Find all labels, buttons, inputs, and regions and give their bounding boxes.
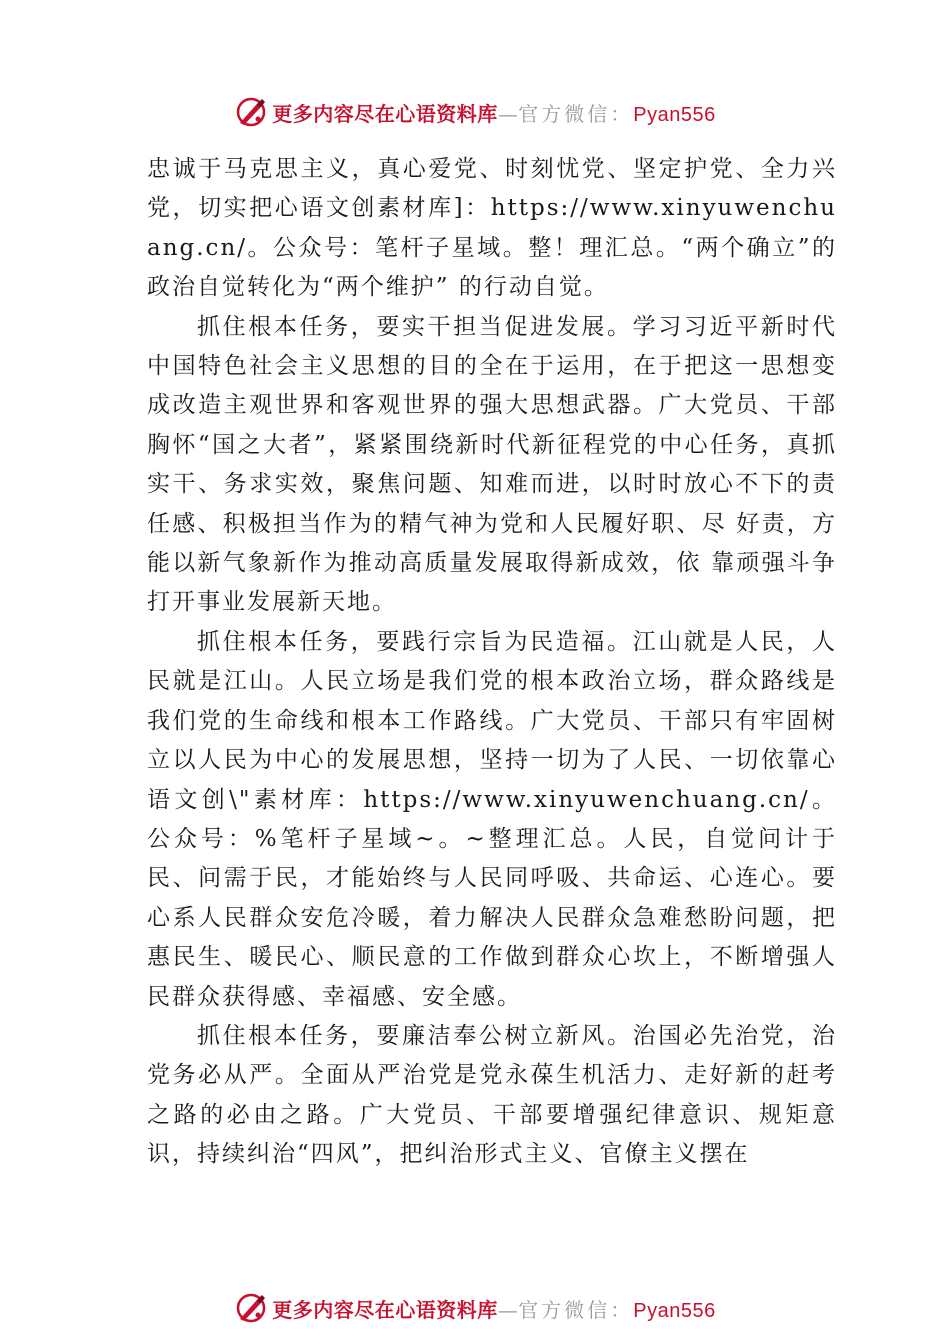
paragraph-3: 抓住根本任务，要践行宗旨为民造福。江山就是人民，人民就是江山。人民立场是我们党的根本政治立场，群众路线是我们党的生命线和根本工作路线。广大党员、干部只有牢固树立以人民为中心的发展思想，坚持一切为了人民、一切依靠心语文创\"素材库：https://www.xinyuwenchuang.cn/。公众号：%笔杆子星域~。~整理汇总。人民，自觉问计于民、问需于民，才能始终与人民同呼吸、共命运、心连心。要心系人民群众安危冷暖，着力解决人民群众急难愁盼问题，把惠民生、暖民心、顺民意的工作做到群众心坎上，不断增强人民群众获得感、幸福感、安全感。 [147,628,837,1010]
header-wechat-id: Pyan556 [633,103,716,126]
footer-dash: — [497,1297,519,1322]
header-banner [0,92,950,132]
footer-banner [0,1288,950,1328]
header-brand-text: 更多内容尽在心语资料库 [272,101,498,126]
pen-logo-icon [234,1291,268,1325]
footer-wechat-label: 官方微信： [518,1297,634,1322]
footer-brand-text: 更多内容尽在心语资料库 [272,1297,498,1322]
paragraph-2: 抓住根本任务，要实干担当促进发展。学习习近平新时代中国特色社会主义思想的目的全在于运用，在于把这一思想变成改造主观世界和客观世界的强大思想武器。广大党员、干部胸怀“国之大者”，紧紧围绕新时代新征程党的中心任务，真抓实干、务求实效，聚焦问题、知难而进，以时时放心不下的责任感、积极担当作为的精气神为党和人民履好职、尽 好责，方能以新气象新作为推动高质量发展取得新成效，依 靠顽强斗争打开事业发展新天地。 [147,313,837,616]
pen-logo-icon [234,95,268,129]
footer-wechat-id: Pyan556 [633,1299,716,1322]
paragraph-4: 抓住根本任务，要廉洁奉公树立新风。治国必先治党，治党务必从严。全面从严治党是党永葆生机活力、走好新的赶考之路的必由之路。广大党员、干部要增强纪律意识、规矩意识，持续纠治“四风”，把纠治形式主义、官僚主义摆在 [147,1022,837,1168]
document-body [147,150,837,1175]
paragraph-1: 忠诚于马克思主义，真心爱党、时刻忧党、坚定护党、全力兴党，切实把心语文创素材库]：https://www.xinyuwenchuang.cn/。公众号：笔杆子星域。整！理汇总。“两个确立”的政治自觉转化为“两个维护” 的行动自觉。 [147,156,837,301]
header-wechat-label: 官方微信： [518,101,634,126]
footer-banner-text [272,1294,715,1323]
header-dash: — [497,101,519,126]
header-banner-text [272,98,715,127]
